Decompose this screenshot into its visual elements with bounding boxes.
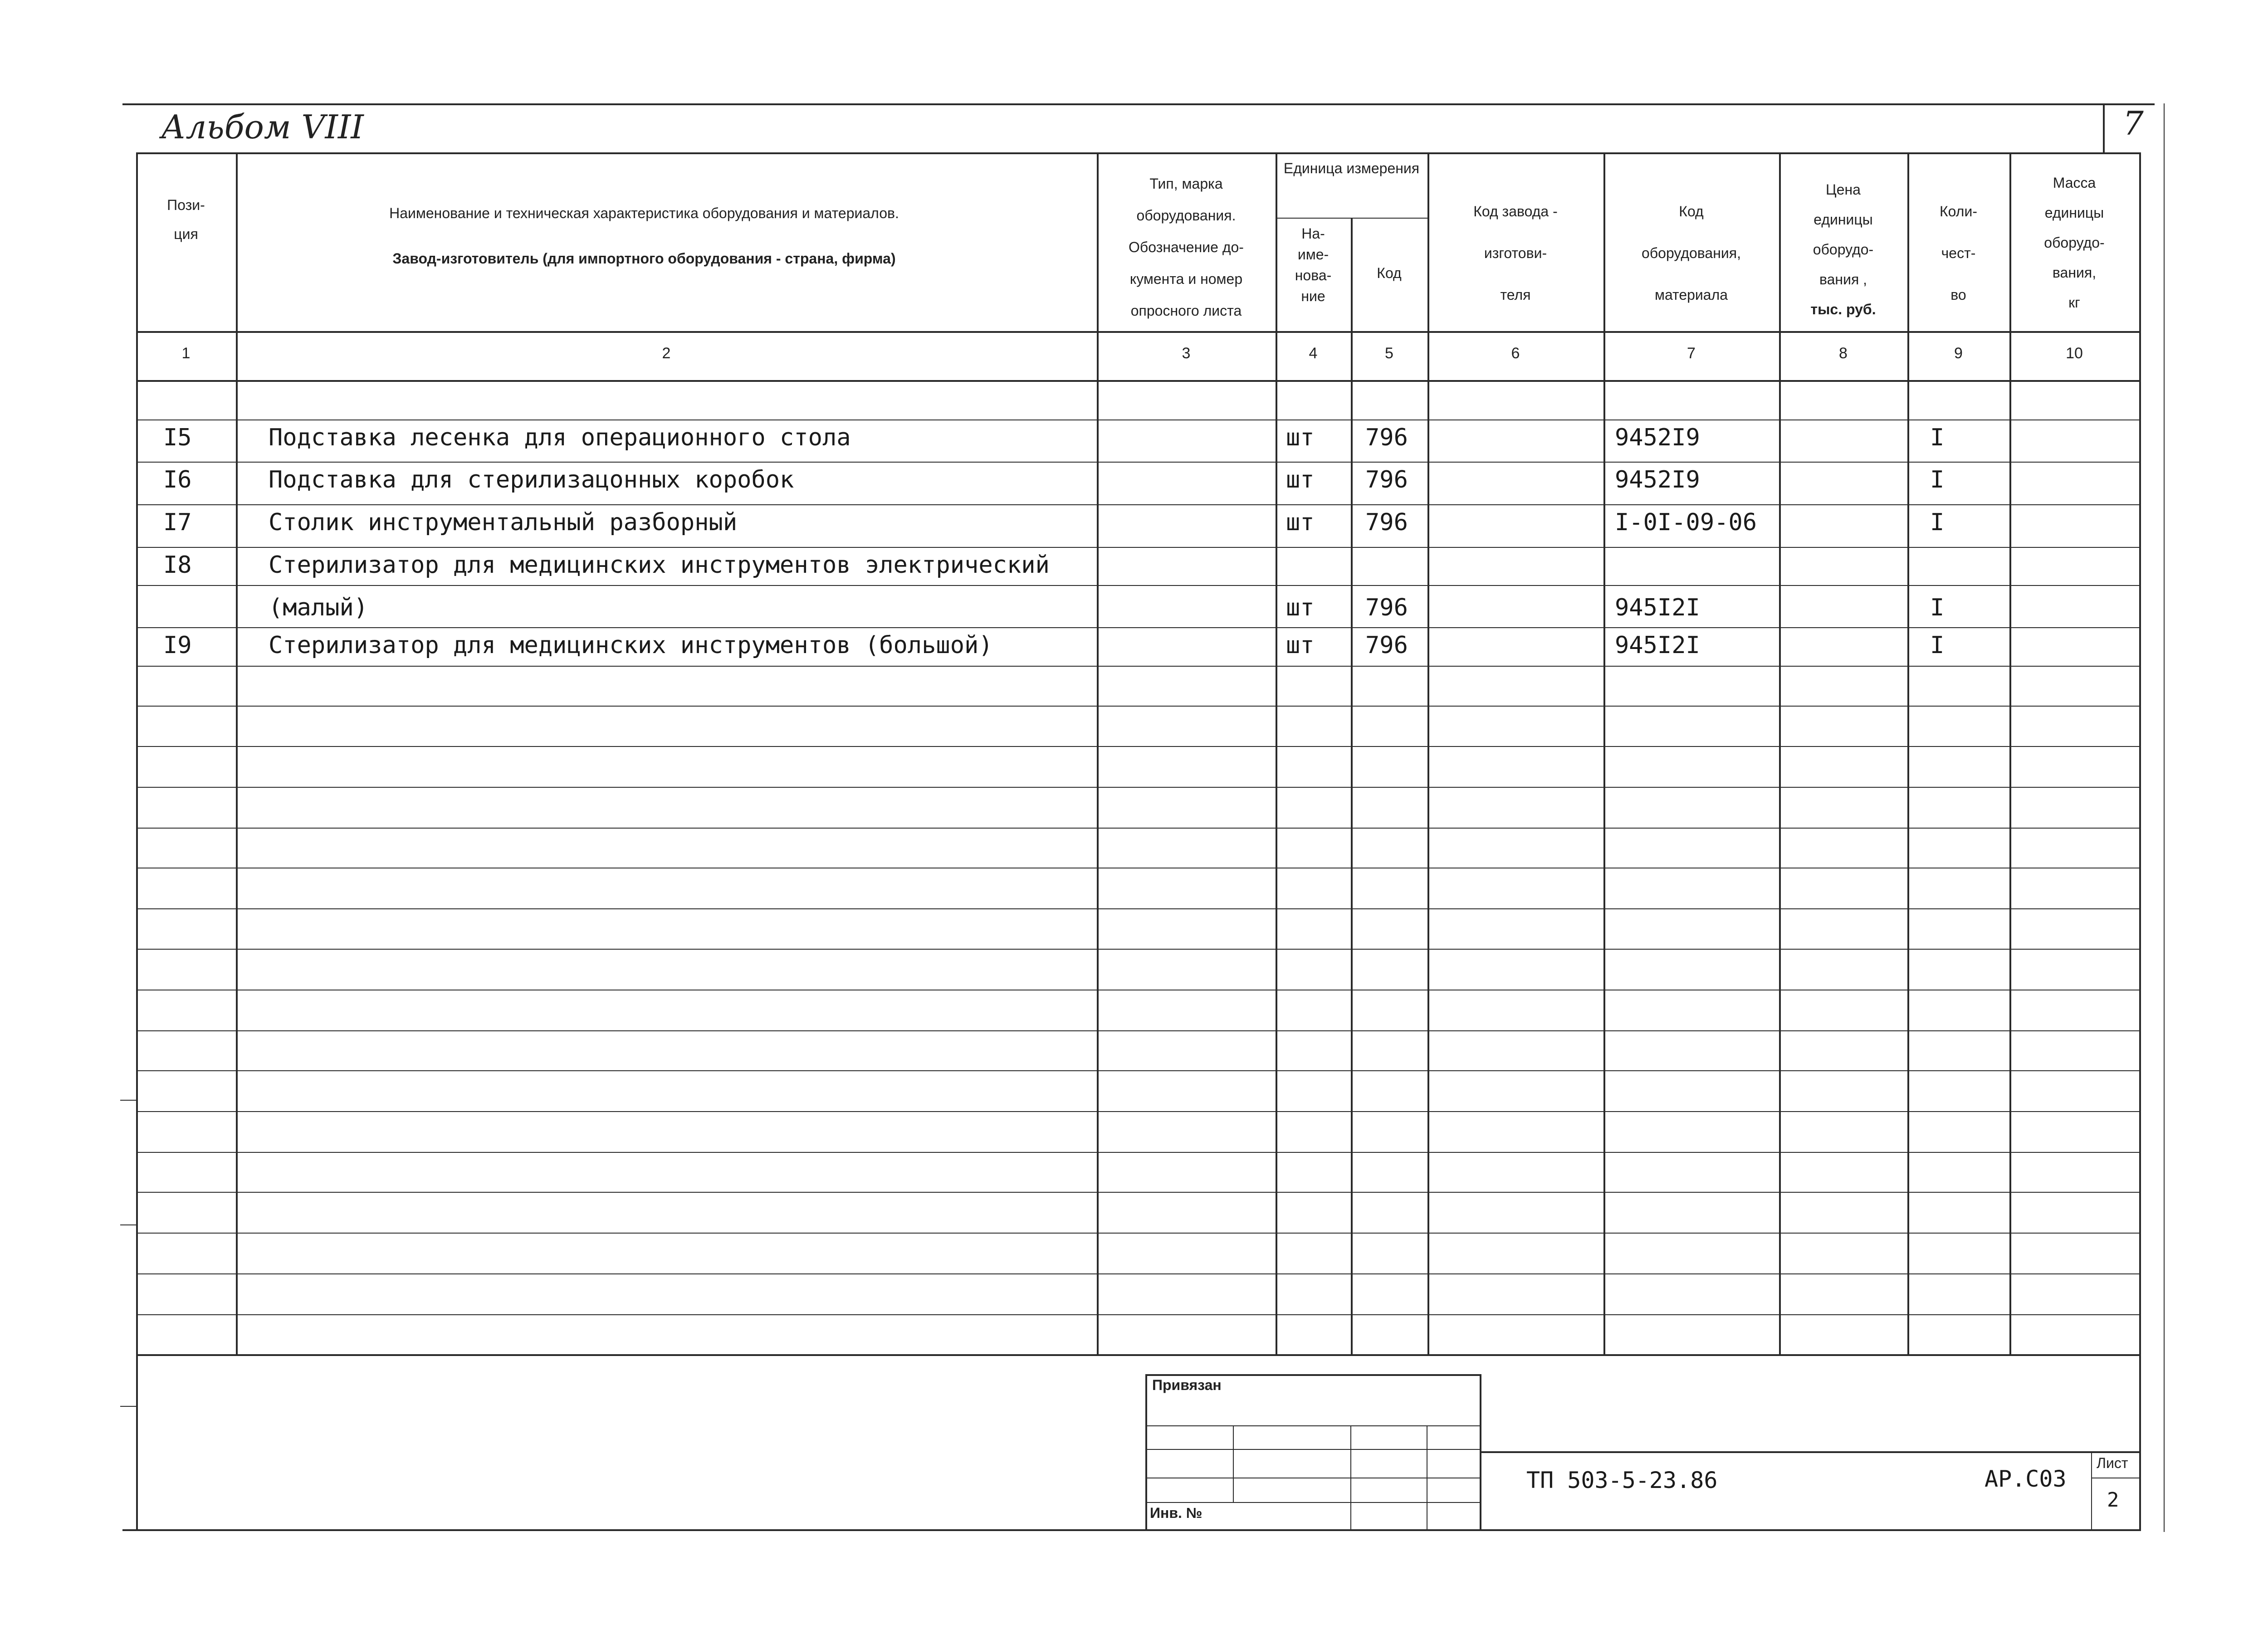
row-line: [136, 1233, 2141, 1234]
row-line: [136, 419, 2141, 420]
row-line: [136, 949, 2141, 950]
row-line: [136, 462, 2141, 463]
header-mass-l3: оборудо-: [2044, 234, 2105, 251]
sheet-code: АР.С03: [1984, 1466, 2067, 1492]
col-line-9: [2009, 152, 2011, 1354]
header-position-l2: ция: [174, 226, 198, 242]
row-unit: шт: [1286, 594, 1315, 621]
row-name: Подставка для стерилизацонных коробок: [269, 466, 794, 493]
colnum-7: 7: [1687, 345, 1696, 362]
row-name: Подставка лесенка для операционного стола: [269, 424, 851, 451]
header-type-l1: Тип, марка: [1149, 176, 1223, 192]
header-qty-l3: во: [1950, 287, 1966, 303]
row-line: [136, 547, 2141, 548]
row-name: Стерилизатор для медицинских инструментов (большой): [269, 632, 993, 659]
row-line: [136, 627, 2141, 628]
header-mass-l1: Масса: [2053, 175, 2096, 191]
right-edge-line: [2164, 103, 2165, 1532]
header-equip-code-l2: оборудования,: [1642, 245, 1741, 261]
header-type-l3: Обозначение до-: [1129, 239, 1244, 255]
row-equip-code: I-0I-09-06: [1615, 509, 1757, 536]
margin-tick-1: [120, 1100, 136, 1101]
header-position-l1: Пози-: [167, 197, 205, 213]
header-qty-l2: чест-: [1941, 245, 1976, 261]
row-position: I8: [163, 551, 192, 579]
row-line: [136, 1030, 2141, 1031]
header-type: [1097, 168, 1276, 327]
row-unit-code: 796: [1365, 632, 1408, 659]
row-unit: шт: [1286, 509, 1315, 536]
page-number-divider: [2103, 103, 2105, 153]
row-qty: I: [1930, 466, 1945, 493]
col-line-1: [236, 152, 238, 1354]
row-line: [136, 504, 2141, 505]
stamp-left-line: [1145, 1374, 1147, 1531]
list-number: 2: [2107, 1488, 2119, 1512]
album-label: Альбом VIII: [161, 108, 364, 146]
stamp-line-2: [1145, 1449, 1481, 1450]
colnum-4: 4: [1309, 345, 1318, 362]
list-box-left: [2091, 1451, 2092, 1531]
header-mass-l5: кг: [2068, 294, 2080, 311]
row-unit-code: 796: [1365, 594, 1408, 621]
colnum-1: 1: [181, 345, 191, 362]
header-price-l2: единицы: [1813, 211, 1873, 228]
row-line: [136, 1192, 2141, 1193]
stamp-col-1: [1233, 1425, 1234, 1502]
row-equip-code: 945I2I: [1615, 632, 1700, 659]
row-unit: шт: [1286, 466, 1315, 493]
table-top-line: [136, 152, 2141, 154]
list-label: Лист: [2097, 1455, 2128, 1471]
header-price-l4: вания ,: [1819, 271, 1867, 288]
row-line: [136, 585, 2141, 586]
row-qty: I: [1930, 509, 1945, 536]
header-price-l1: Цена: [1826, 181, 1861, 198]
stamp-col-2: [1350, 1425, 1351, 1531]
header-type-l4: кумента и номер: [1129, 271, 1243, 287]
stamp-top-line: [1145, 1374, 1481, 1376]
header-equip-code-l3: материала: [1654, 287, 1728, 303]
header-unit-code: Код: [1377, 265, 1402, 281]
row-line: [136, 706, 2141, 707]
header-unit-name-l3: нова-: [1295, 267, 1332, 283]
colnum-10: 10: [2066, 345, 2083, 362]
row-equip-code: 9452I9: [1615, 466, 1700, 493]
header-maker-code-l1: Код завода -: [1473, 203, 1558, 219]
col-line-3: [1276, 152, 1277, 1354]
stamp-line-1: [1145, 1425, 1481, 1426]
colnum-9: 9: [1954, 345, 1963, 362]
header-unit-name: [1276, 223, 1351, 307]
header-name-l2: Завод-изготовитель (для импортного оборудования - страна, фирма): [392, 250, 896, 267]
row-line: [136, 787, 2141, 788]
header-price-l5: тыс. руб.: [1810, 301, 1876, 317]
row-name: (малый): [269, 594, 368, 621]
col-line-10: [2139, 152, 2141, 1531]
row-position: I9: [163, 632, 192, 659]
header-unit-name-l4: ние: [1301, 288, 1325, 304]
row-line: [136, 666, 2141, 667]
col-line-8: [1907, 152, 1909, 1354]
header-qty-l1: Коли-: [1940, 203, 1977, 219]
header-qty: [1907, 190, 2009, 316]
colnum-2: 2: [662, 345, 671, 362]
header-unit-name-l2: име-: [1297, 246, 1329, 263]
stamp-inv-no: Инв. №: [1150, 1505, 1202, 1521]
col-line-2: [1097, 152, 1099, 1354]
header-price: [1779, 175, 1907, 324]
colnum-6: 6: [1511, 345, 1520, 362]
row-qty: I: [1930, 632, 1945, 659]
row-line: [136, 828, 2141, 829]
header-maker-code-l3: теля: [1500, 287, 1531, 303]
row-name: Столик инструментальный разборный: [269, 509, 738, 536]
header-maker-code: [1427, 190, 1603, 316]
stamp-main-line: [1480, 1451, 2141, 1453]
row-unit: шт: [1286, 424, 1315, 451]
row-line: [136, 1152, 2141, 1153]
header-name: [245, 190, 1043, 281]
colnum-3: 3: [1182, 345, 1191, 362]
row-unit-code: 796: [1365, 424, 1408, 451]
header-unit-name-l1: На-: [1301, 225, 1325, 242]
stamp-line-4: [1145, 1502, 1481, 1503]
row-unit: шт: [1286, 632, 1315, 659]
bottom-border: [122, 1529, 2141, 1531]
table-bottom-line: [136, 1354, 2141, 1356]
doc-code: ТП 503-5-23.86: [1526, 1467, 1718, 1493]
header-type-l2: оборудования.: [1136, 207, 1236, 224]
page-number: 7: [2123, 104, 2144, 142]
row-qty: I: [1930, 594, 1945, 621]
row-position: I6: [163, 466, 192, 493]
col-line-4: [1351, 218, 1353, 1354]
margin-tick-2: [120, 1224, 136, 1225]
row-line: [136, 908, 2141, 909]
row-qty: I: [1930, 424, 1945, 451]
header-mass-l2: единицы: [2044, 205, 2104, 221]
colnum-8: 8: [1839, 345, 1848, 362]
header-equip-code-l1: Код: [1679, 203, 1704, 219]
col-line-7: [1779, 152, 1781, 1354]
header-bottom-line: [136, 331, 2141, 333]
header-price-l3: оборудо-: [1813, 241, 1874, 258]
row-line: [136, 1273, 2141, 1274]
stamp-privyazan: Привязан: [1152, 1377, 1222, 1393]
top-border: [122, 103, 2155, 105]
row-position: I7: [163, 509, 192, 536]
row-unit-code: 796: [1365, 509, 1408, 536]
row-equip-code: 945I2I: [1615, 594, 1700, 621]
row-line: [136, 746, 2141, 747]
row-unit-code: 796: [1365, 466, 1408, 493]
header-equip-code: [1603, 190, 1779, 316]
col-line-6: [1603, 152, 1605, 1354]
row-position: I5: [163, 424, 192, 451]
margin-tick-3: [120, 1406, 136, 1407]
row-name: Стерилизатор для медицинских инструментов электрический: [269, 551, 1050, 579]
colnum-5: 5: [1385, 345, 1393, 362]
row-equip-code: 9452I9: [1615, 424, 1700, 451]
row-line: [136, 1070, 2141, 1071]
header-position: [136, 190, 236, 249]
row-line: [136, 1111, 2141, 1112]
header-name-l1: Наименование и техническая характеристика оборудования и материалов.: [389, 205, 899, 221]
colnum-bottom-line: [136, 380, 2141, 382]
header-mass-l4: вания,: [2052, 264, 2097, 281]
header-maker-code-l2: изготови-: [1484, 245, 1547, 261]
header-type-l5: опросного листа: [1130, 302, 1242, 319]
row-line: [136, 1314, 2141, 1315]
col-line-5: [1427, 152, 1429, 1354]
header-unit: Единица измерения: [1283, 160, 1420, 176]
header-mass: [2009, 168, 2139, 317]
